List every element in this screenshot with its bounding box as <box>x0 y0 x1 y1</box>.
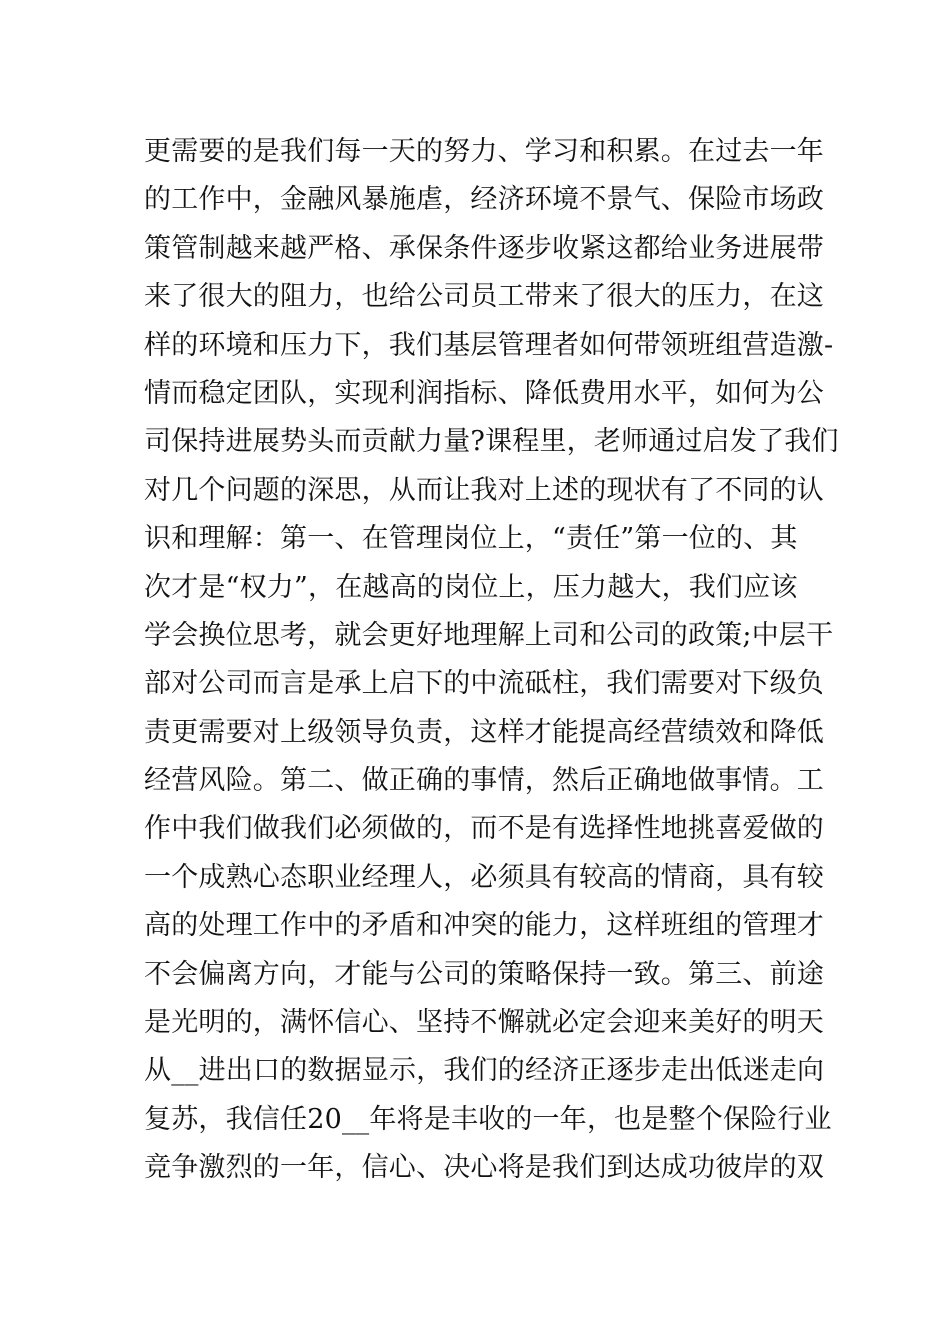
text-line: 更需要的是我们每一天的努力、学习和积累。在过去一年 <box>144 136 824 167</box>
text-line: 从__进出口的数据显示，我们的经济正逐步走出低迷走向 <box>144 1055 825 1087</box>
text-line: 次才是“权力”，在越高的岗位上，压力越大，我们应该 <box>144 571 798 603</box>
text-line: 是光明的，满怀信心、坚持不懈就必定会迎来美好的明天 <box>144 1007 824 1039</box>
text-line: 不会偏离方向，才能与公司的策略保持一致。第三、前途 <box>144 958 824 990</box>
text-line: 的工作中，金融风暴施虐，经济环境不景气、保险市场政 <box>144 184 824 216</box>
text-line: 责更需要对上级领导负责，这样才能提高经营绩效和降低 <box>144 716 824 748</box>
text-line: 对几个问题的深思，从而让我对上述的现状有了不同的认 <box>144 474 824 506</box>
text-line: 情而稳定团队，实现利润指标、降低费用水平，如何为公 <box>144 377 824 409</box>
text-line: 经营风险。第二、做正确的事情，然后正确地做事情。工 <box>144 765 824 797</box>
text-line: 策管制越来越严格、承保条件逐步收紧这都给业务进展带 <box>144 232 824 264</box>
text-line: 识和理解：第一、在管理岗位上，“责任”第一位的、其 <box>144 523 798 555</box>
text-line: 来了很大的阻力，也给公司员工带来了很大的压力，在这 <box>144 281 824 313</box>
text-line: 竞争激烈的一年，信心、决心将是我们到达成功彼岸的双 <box>144 1152 824 1184</box>
text-line: 部对公司而言是承上启下的中流砥柱，我们需要对下级负 <box>144 668 824 700</box>
body-text <box>144 128 839 1193</box>
text-line: 复苏，我信任20__年将是丰收的一年，也是整个保险行业 <box>144 1103 832 1135</box>
text-line: 高的处理工作中的矛盾和冲突的能力，这样班组的管理才 <box>144 910 824 942</box>
text-line: 一个成熟心态职业经理人，必须具有较高的情商，具有较 <box>144 861 824 893</box>
text-line: 学会换位思考，就会更好地理解上司和公司的政策;中层干 <box>144 619 834 651</box>
text-line: 样的环境和压力下，我们基层管理者如何带领班组营造激- <box>144 329 834 361</box>
text-line: 作中我们做我们必须做的，而不是有选择性地挑喜爱做的 <box>144 813 824 845</box>
text-line: 司保持进展势头而贡献力量?课程里，老师通过启发了我们 <box>144 426 839 458</box>
